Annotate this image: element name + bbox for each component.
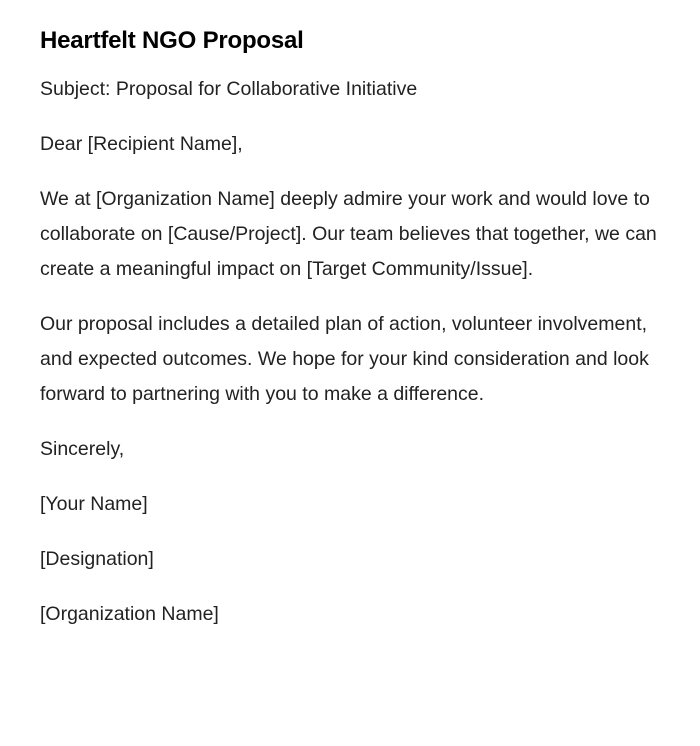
signature-designation: [Designation] (40, 548, 154, 570)
salutation: Dear [Recipient Name], (40, 133, 243, 155)
signature-name: [Your Name] (40, 493, 148, 515)
closing: Sincerely, (40, 438, 125, 460)
body-paragraph-2: Our proposal includes a detailed plan of action, volunteer involvement, and expected outcomes. We hope for your kind consideration and look forward to partnering with you to make a difference. (40, 313, 649, 405)
signature-organization: [Organization Name] (40, 603, 219, 625)
body-paragraph-1: We at [Organization Name] deeply admire your work and would love to collaborate on [Cause/Project]. Our team believes that together, we can create a meaningful impact on [Target Community/Issue]. (40, 188, 657, 280)
document-title: Heartfelt NGO Proposal (40, 27, 304, 54)
subject-line: Subject: Proposal for Collaborative Initiative (40, 78, 418, 100)
